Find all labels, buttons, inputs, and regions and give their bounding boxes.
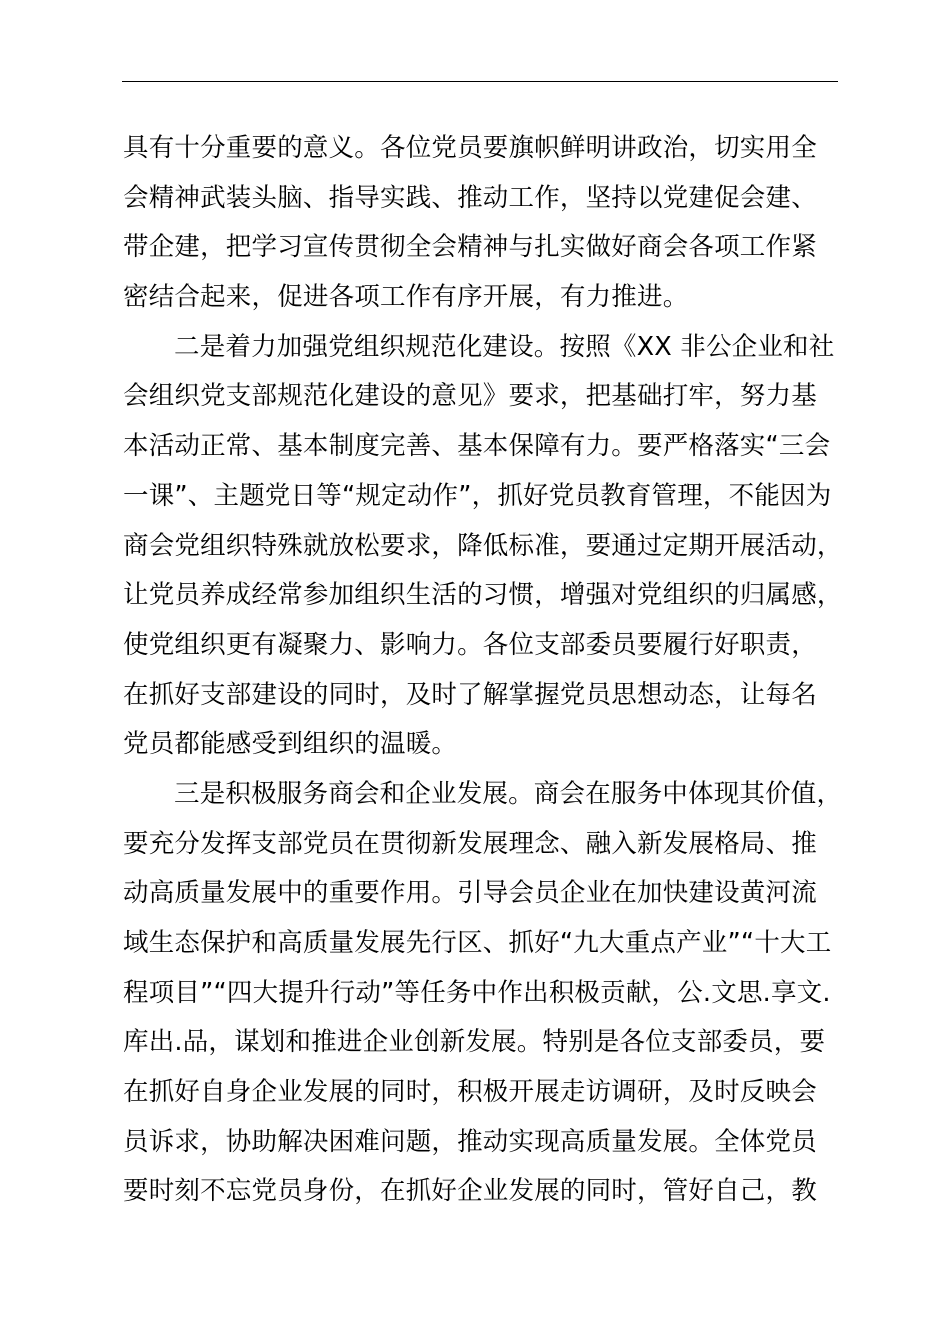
- text-line: 二是着力加强党组织规范化建设。按照《XX 非公企业和社: [174, 331, 835, 362]
- text-line: 员诉求，协助解决困难问题，推动实现高质量发展。全体党员: [123, 1126, 817, 1157]
- text-line: 库出.品，谋划和推进企业创新发展。特别是各位支部委员，要: [123, 1027, 826, 1058]
- paragraph-3: [123, 770, 863, 1217]
- text-line: 要充分发挥支部党员在贯彻新发展理念、融入新发展格局、推: [123, 828, 817, 859]
- text-line: 带企建，把学习宣传贯彻全会精神与扎实做好商会各项工作紧: [123, 232, 817, 263]
- text-line: 在抓好支部建设的同时，及时了解掌握党员思想动态，让每名: [123, 679, 817, 710]
- text-line: 本活动正常、基本制度完善、基本保障有力。要严格落实“三会: [123, 431, 831, 462]
- text-line: 使党组织更有凝聚力、影响力。各位支部委员要履行好职责，: [123, 629, 817, 660]
- text-line: 要时刻不忘党员身份，在抓好企业发展的同时，管好自己，教: [123, 1176, 817, 1207]
- paragraph-2: [123, 323, 863, 770]
- text-line: 具有十分重要的意义。各位党员要旗帜鲜明讲政治，切实用全: [123, 133, 817, 163]
- text-line: 商会党组织特殊就放松要求，降低标准，要通过定期开展活动，: [123, 530, 843, 561]
- text-line: 会组织党支部规范化建设的意见》要求，把基础打牢，努力基: [123, 381, 817, 412]
- text-line: 域生态保护和高质量发展先行区、抓好“九大重点产业”“十大工: [123, 928, 832, 958]
- text-line: 一课”、主题党日等“规定动作”，抓好党员教育管理，不能因为: [123, 480, 832, 511]
- text-line: 在抓好自身企业发展的同时，积极开展走访调研，及时反映会: [123, 1077, 817, 1108]
- paragraph-1: [123, 124, 863, 323]
- text-line: 党员都能感受到组织的温暖。: [123, 729, 458, 760]
- text-line: 密结合起来，促进各项工作有序开展，有力推进。: [123, 282, 689, 313]
- header-rule: [122, 81, 838, 82]
- text-line: 让党员养成经常参加组织生活的习惯，增强对党组织的归属感，: [123, 580, 843, 611]
- document-body: [123, 124, 863, 1217]
- text-line: 三是积极服务商会和企业发展。商会在服务中体现其价值，: [174, 778, 843, 809]
- text-line: 动高质量发展中的重要作用。引导会员企业在加快建设黄河流: [123, 878, 817, 909]
- text-line: 程项目”“四大提升行动”等任务中作出积极贡献，公.文思.享文.: [123, 977, 831, 1008]
- text-line: 会精神武装头脑、指导实践、推动工作，坚持以党建促会建、: [123, 182, 817, 213]
